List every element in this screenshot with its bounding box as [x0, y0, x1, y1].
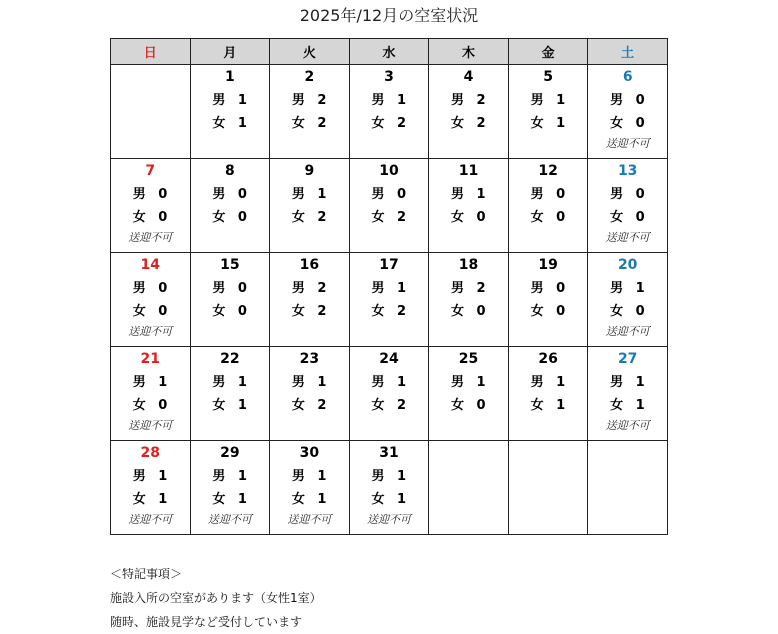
- male-vacancy-row: [350, 281, 429, 297]
- male-vacancy-count: 1: [396, 93, 407, 108]
- male-vacancy-count: 1: [317, 469, 327, 484]
- female-vacancy-label: 女: [371, 398, 385, 413]
- female-vacancy-label: 女: [291, 304, 306, 319]
- weekday-thu: 木: [429, 39, 509, 65]
- day-number: 27: [617, 351, 638, 367]
- transport-unavailable-note: 送迎不可: [128, 513, 173, 526]
- day-cell: [270, 441, 350, 535]
- day-number: 17: [379, 257, 399, 273]
- day-cell: [111, 347, 191, 441]
- male-vacancy-row: [270, 281, 349, 297]
- male-vacancy-row: [588, 375, 667, 391]
- male-vacancy-row: [509, 281, 588, 297]
- male-vacancy-count: 1: [556, 93, 566, 108]
- male-vacancy-label: 男: [291, 375, 306, 390]
- female-vacancy-label: 女: [212, 492, 226, 507]
- female-vacancy-row: [588, 116, 667, 132]
- day-cell: [349, 159, 429, 253]
- day-cell: [588, 159, 668, 253]
- male-vacancy-label: 男: [451, 187, 465, 202]
- male-vacancy-row: [429, 375, 508, 391]
- male-vacancy-label: 男: [530, 93, 545, 108]
- empty-day-cell: [588, 441, 668, 535]
- week-row: [111, 253, 668, 347]
- transport-unavailable-note: 送迎不可: [605, 137, 650, 150]
- male-vacancy-row: [111, 281, 190, 297]
- day-number: 7: [145, 163, 156, 179]
- female-vacancy-label: 女: [132, 398, 147, 413]
- male-vacancy-label: 男: [212, 281, 226, 296]
- day-cell: [190, 441, 270, 535]
- male-vacancy-count: 0: [635, 187, 646, 202]
- female-vacancy-row: [509, 116, 588, 132]
- male-vacancy-count: 1: [635, 375, 646, 390]
- day-number: 9: [304, 163, 315, 179]
- female-vacancy-label: 女: [291, 116, 306, 131]
- female-vacancy-count: 2: [396, 210, 407, 225]
- female-vacancy-row: [429, 304, 508, 320]
- day-number: 20: [617, 257, 638, 273]
- female-vacancy-row: [191, 492, 270, 508]
- female-vacancy-row: [270, 492, 349, 508]
- male-vacancy-count: 0: [158, 187, 168, 202]
- day-number: 21: [140, 351, 161, 367]
- male-vacancy-count: 1: [317, 375, 327, 390]
- female-vacancy-count: 1: [556, 116, 566, 131]
- female-vacancy-label: 女: [132, 210, 147, 225]
- empty-day-cell: [429, 441, 509, 535]
- male-vacancy-row: [509, 187, 588, 203]
- female-vacancy-count: 2: [317, 210, 327, 225]
- female-vacancy-label: 女: [132, 304, 147, 319]
- day-cell: [270, 347, 350, 441]
- male-vacancy-row: [429, 187, 508, 203]
- female-vacancy-count: 0: [635, 116, 646, 131]
- male-vacancy-row: [270, 375, 349, 391]
- day-number: 8: [224, 163, 235, 179]
- female-vacancy-label: 女: [212, 304, 226, 319]
- male-vacancy-row: [191, 93, 270, 109]
- day-cell: [111, 159, 191, 253]
- male-vacancy-row: [111, 469, 190, 485]
- day-cell: [349, 253, 429, 347]
- day-cell: [588, 347, 668, 441]
- male-vacancy-count: 1: [158, 469, 168, 484]
- female-vacancy-label: 女: [530, 398, 545, 413]
- day-cell: [349, 65, 429, 159]
- female-vacancy-count: 0: [556, 210, 566, 225]
- female-vacancy-row: [429, 398, 508, 414]
- male-vacancy-count: 0: [237, 187, 248, 202]
- female-vacancy-label: 女: [212, 116, 226, 131]
- female-vacancy-count: 0: [237, 210, 248, 225]
- day-number: 14: [140, 257, 161, 273]
- day-cell: [270, 65, 350, 159]
- female-vacancy-count: 0: [635, 210, 646, 225]
- female-vacancy-label: 女: [291, 398, 306, 413]
- weekday-sat: 土: [588, 39, 668, 65]
- male-vacancy-label: 男: [371, 281, 385, 296]
- female-vacancy-row: [350, 116, 429, 132]
- weekday-fri: 金: [508, 39, 588, 65]
- female-vacancy-count: 0: [158, 398, 168, 413]
- male-vacancy-label: 男: [291, 281, 306, 296]
- female-vacancy-label: 女: [530, 116, 545, 131]
- female-vacancy-count: 1: [237, 398, 248, 413]
- page-title: 2025年/12月の空室状況: [299, 6, 479, 25]
- male-vacancy-count: 2: [476, 93, 487, 108]
- male-vacancy-row: [111, 187, 190, 203]
- transport-unavailable-note: 送迎不可: [128, 325, 173, 338]
- day-cell: [190, 65, 270, 159]
- female-vacancy-count: 0: [476, 304, 487, 319]
- male-vacancy-label: 男: [371, 375, 385, 390]
- female-vacancy-label: 女: [212, 398, 226, 413]
- transport-unavailable-note: 送迎不可: [287, 513, 332, 526]
- day-cell: [588, 65, 668, 159]
- male-vacancy-count: 0: [635, 93, 646, 108]
- male-vacancy-row: [429, 93, 508, 109]
- notes-line-2: 随時、施設見学など受付しています: [110, 615, 303, 629]
- male-vacancy-label: 男: [371, 469, 385, 484]
- female-vacancy-label: 女: [371, 304, 385, 319]
- female-vacancy-row: [191, 210, 270, 226]
- day-cell: [429, 347, 509, 441]
- transport-unavailable-note: 送迎不可: [128, 231, 173, 244]
- week-row: [111, 65, 668, 159]
- female-vacancy-label: 女: [451, 116, 465, 131]
- male-vacancy-count: 2: [317, 93, 327, 108]
- female-vacancy-count: 0: [476, 398, 487, 413]
- special-notes: [110, 562, 322, 634]
- male-vacancy-row: [270, 93, 349, 109]
- female-vacancy-label: 女: [291, 492, 306, 507]
- female-vacancy-label: 女: [610, 398, 624, 413]
- male-vacancy-label: 男: [610, 93, 624, 108]
- female-vacancy-row: [429, 116, 508, 132]
- male-vacancy-row: [350, 187, 429, 203]
- female-vacancy-row: [350, 492, 429, 508]
- male-vacancy-label: 男: [530, 187, 545, 202]
- female-vacancy-count: 0: [635, 304, 646, 319]
- male-vacancy-count: 1: [317, 187, 327, 202]
- day-number: 23: [299, 351, 320, 367]
- female-vacancy-count: 2: [317, 398, 327, 413]
- transport-unavailable-note: 送迎不可: [605, 325, 650, 338]
- male-vacancy-row: [191, 281, 270, 297]
- male-vacancy-label: 男: [451, 375, 465, 390]
- day-cell: [270, 253, 350, 347]
- male-vacancy-count: 1: [158, 375, 168, 390]
- week-row: [111, 159, 668, 253]
- male-vacancy-count: 0: [237, 281, 248, 296]
- male-vacancy-label: 男: [212, 187, 226, 202]
- female-vacancy-row: [509, 210, 588, 226]
- female-vacancy-count: 1: [396, 492, 407, 507]
- female-vacancy-count: 2: [476, 116, 487, 131]
- female-vacancy-row: [111, 492, 190, 508]
- day-cell: [588, 253, 668, 347]
- male-vacancy-row: [429, 281, 508, 297]
- male-vacancy-row: [270, 469, 349, 485]
- female-vacancy-row: [191, 116, 270, 132]
- male-vacancy-row: [509, 375, 588, 391]
- female-vacancy-count: 0: [158, 304, 168, 319]
- male-vacancy-count: 1: [396, 469, 407, 484]
- female-vacancy-count: 2: [317, 304, 327, 319]
- male-vacancy-label: 男: [291, 93, 306, 108]
- notes-line-1: 施設入所の空室があります（女性1室）: [110, 591, 322, 605]
- male-vacancy-count: 1: [396, 281, 407, 296]
- female-vacancy-label: 女: [530, 210, 545, 225]
- female-vacancy-row: [509, 398, 588, 414]
- male-vacancy-label: 男: [212, 375, 226, 390]
- transport-unavailable-note: 送迎不可: [207, 513, 252, 526]
- female-vacancy-row: [509, 304, 588, 320]
- male-vacancy-count: 1: [556, 375, 566, 390]
- day-number: 15: [220, 257, 240, 273]
- day-cell: [429, 159, 509, 253]
- day-cell: [190, 347, 270, 441]
- female-vacancy-row: [588, 210, 667, 226]
- day-number: 11: [458, 163, 479, 179]
- male-vacancy-label: 男: [212, 469, 226, 484]
- female-vacancy-row: [111, 210, 190, 226]
- female-vacancy-count: 2: [396, 116, 407, 131]
- male-vacancy-row: [588, 281, 667, 297]
- day-number: 4: [463, 69, 474, 85]
- male-vacancy-row: [350, 375, 429, 391]
- male-vacancy-row: [509, 93, 588, 109]
- male-vacancy-label: 男: [291, 187, 306, 202]
- day-number: 2: [304, 69, 315, 85]
- male-vacancy-label: 男: [132, 281, 147, 296]
- female-vacancy-row: [588, 304, 667, 320]
- empty-day-cell: [508, 441, 588, 535]
- day-number: 29: [220, 445, 240, 461]
- day-cell: [349, 441, 429, 535]
- female-vacancy-count: 2: [396, 304, 407, 319]
- weekday-mon: 月: [190, 39, 270, 65]
- female-vacancy-label: 女: [451, 304, 465, 319]
- female-vacancy-label: 女: [291, 210, 306, 225]
- empty-day-cell: [111, 65, 191, 159]
- day-number: 16: [299, 257, 320, 273]
- female-vacancy-row: [111, 398, 190, 414]
- male-vacancy-label: 男: [610, 281, 624, 296]
- male-vacancy-row: [191, 187, 270, 203]
- female-vacancy-count: 2: [317, 116, 327, 131]
- female-vacancy-count: 0: [158, 210, 168, 225]
- female-vacancy-label: 女: [212, 210, 226, 225]
- female-vacancy-label: 女: [371, 116, 385, 131]
- day-cell: [508, 65, 588, 159]
- day-cell: [429, 65, 509, 159]
- day-number: 25: [458, 351, 479, 367]
- day-number: 26: [538, 351, 558, 367]
- female-vacancy-row: [111, 304, 190, 320]
- day-cell: [508, 159, 588, 253]
- female-vacancy-label: 女: [610, 304, 624, 319]
- day-number: 22: [220, 351, 240, 367]
- transport-unavailable-note: 送迎不可: [605, 231, 650, 244]
- female-vacancy-count: 1: [237, 492, 248, 507]
- male-vacancy-count: 0: [158, 281, 168, 296]
- female-vacancy-count: 1: [635, 398, 646, 413]
- day-cell: [111, 253, 191, 347]
- transport-unavailable-note: 送迎不可: [128, 419, 173, 432]
- day-number: 13: [617, 163, 638, 179]
- female-vacancy-label: 女: [451, 398, 465, 413]
- male-vacancy-count: 1: [237, 93, 248, 108]
- day-cell: [508, 347, 588, 441]
- week-row: [111, 441, 668, 535]
- day-cell: [190, 253, 270, 347]
- male-vacancy-label: 男: [530, 281, 545, 296]
- weekday-wed: 水: [349, 39, 429, 65]
- male-vacancy-label: 男: [451, 93, 465, 108]
- male-vacancy-row: [111, 375, 190, 391]
- weekday-tue: 火: [270, 39, 350, 65]
- male-vacancy-label: 男: [530, 375, 545, 390]
- male-vacancy-row: [350, 469, 429, 485]
- day-number: 18: [458, 257, 479, 273]
- female-vacancy-row: [270, 116, 349, 132]
- weekday-header-row: [111, 39, 668, 65]
- day-cell: [190, 159, 270, 253]
- male-vacancy-label: 男: [132, 469, 147, 484]
- day-number: 10: [379, 163, 399, 179]
- day-cell: [270, 159, 350, 253]
- male-vacancy-row: [588, 93, 667, 109]
- female-vacancy-count: 1: [556, 398, 566, 413]
- male-vacancy-count: 1: [237, 469, 248, 484]
- male-vacancy-label: 男: [132, 375, 147, 390]
- day-cell: [349, 347, 429, 441]
- male-vacancy-count: 1: [396, 375, 407, 390]
- male-vacancy-label: 男: [610, 187, 624, 202]
- male-vacancy-label: 男: [291, 469, 306, 484]
- female-vacancy-label: 女: [610, 210, 624, 225]
- day-cell: [508, 253, 588, 347]
- day-number: 31: [379, 445, 399, 461]
- male-vacancy-count: 2: [476, 281, 487, 296]
- female-vacancy-row: [191, 398, 270, 414]
- day-number: 12: [538, 163, 558, 179]
- male-vacancy-count: 0: [556, 281, 566, 296]
- female-vacancy-label: 女: [132, 492, 147, 507]
- female-vacancy-row: [270, 398, 349, 414]
- male-vacancy-row: [588, 187, 667, 203]
- male-vacancy-count: 1: [476, 375, 487, 390]
- male-vacancy-row: [191, 469, 270, 485]
- female-vacancy-count: 2: [396, 398, 407, 413]
- male-vacancy-count: 0: [556, 187, 566, 202]
- male-vacancy-count: 1: [476, 187, 487, 202]
- female-vacancy-count: 0: [476, 210, 487, 225]
- week-row: [111, 347, 668, 441]
- female-vacancy-row: [270, 210, 349, 226]
- female-vacancy-row: [350, 304, 429, 320]
- notes-heading: ＜特記事項＞: [110, 567, 183, 581]
- female-vacancy-count: 1: [317, 492, 327, 507]
- day-number: 30: [299, 445, 320, 461]
- calendar-table: [110, 38, 668, 535]
- male-vacancy-row: [270, 187, 349, 203]
- male-vacancy-count: 2: [317, 281, 327, 296]
- female-vacancy-count: 1: [158, 492, 168, 507]
- male-vacancy-label: 男: [132, 187, 147, 202]
- day-number: 5: [543, 69, 553, 85]
- day-number: 28: [140, 445, 161, 461]
- female-vacancy-row: [429, 210, 508, 226]
- day-number: 19: [538, 257, 558, 273]
- male-vacancy-label: 男: [371, 187, 385, 202]
- female-vacancy-label: 女: [371, 210, 385, 225]
- transport-unavailable-note: 送迎不可: [366, 513, 411, 526]
- female-vacancy-count: 1: [237, 116, 248, 131]
- female-vacancy-row: [588, 398, 667, 414]
- male-vacancy-label: 男: [371, 93, 385, 108]
- female-vacancy-row: [350, 398, 429, 414]
- day-cell: [429, 253, 509, 347]
- male-vacancy-count: 1: [635, 281, 646, 296]
- day-number: 3: [384, 69, 394, 85]
- female-vacancy-label: 女: [371, 492, 385, 507]
- male-vacancy-row: [350, 93, 429, 109]
- female-vacancy-label: 女: [530, 304, 545, 319]
- day-number: 6: [622, 69, 633, 85]
- weekday-sun: 日: [111, 39, 191, 65]
- male-vacancy-label: 男: [451, 281, 465, 296]
- day-number: 24: [379, 351, 399, 367]
- day-number: 1: [224, 69, 235, 85]
- day-cell: [111, 441, 191, 535]
- male-vacancy-row: [191, 375, 270, 391]
- female-vacancy-row: [350, 210, 429, 226]
- male-vacancy-label: 男: [610, 375, 624, 390]
- female-vacancy-count: 0: [237, 304, 248, 319]
- transport-unavailable-note: 送迎不可: [605, 419, 650, 432]
- female-vacancy-label: 女: [451, 210, 465, 225]
- male-vacancy-count: 1: [237, 375, 248, 390]
- male-vacancy-label: 男: [212, 93, 226, 108]
- female-vacancy-count: 0: [556, 304, 566, 319]
- female-vacancy-row: [270, 304, 349, 320]
- female-vacancy-label: 女: [610, 116, 624, 131]
- female-vacancy-row: [191, 304, 270, 320]
- male-vacancy-count: 0: [396, 187, 407, 202]
